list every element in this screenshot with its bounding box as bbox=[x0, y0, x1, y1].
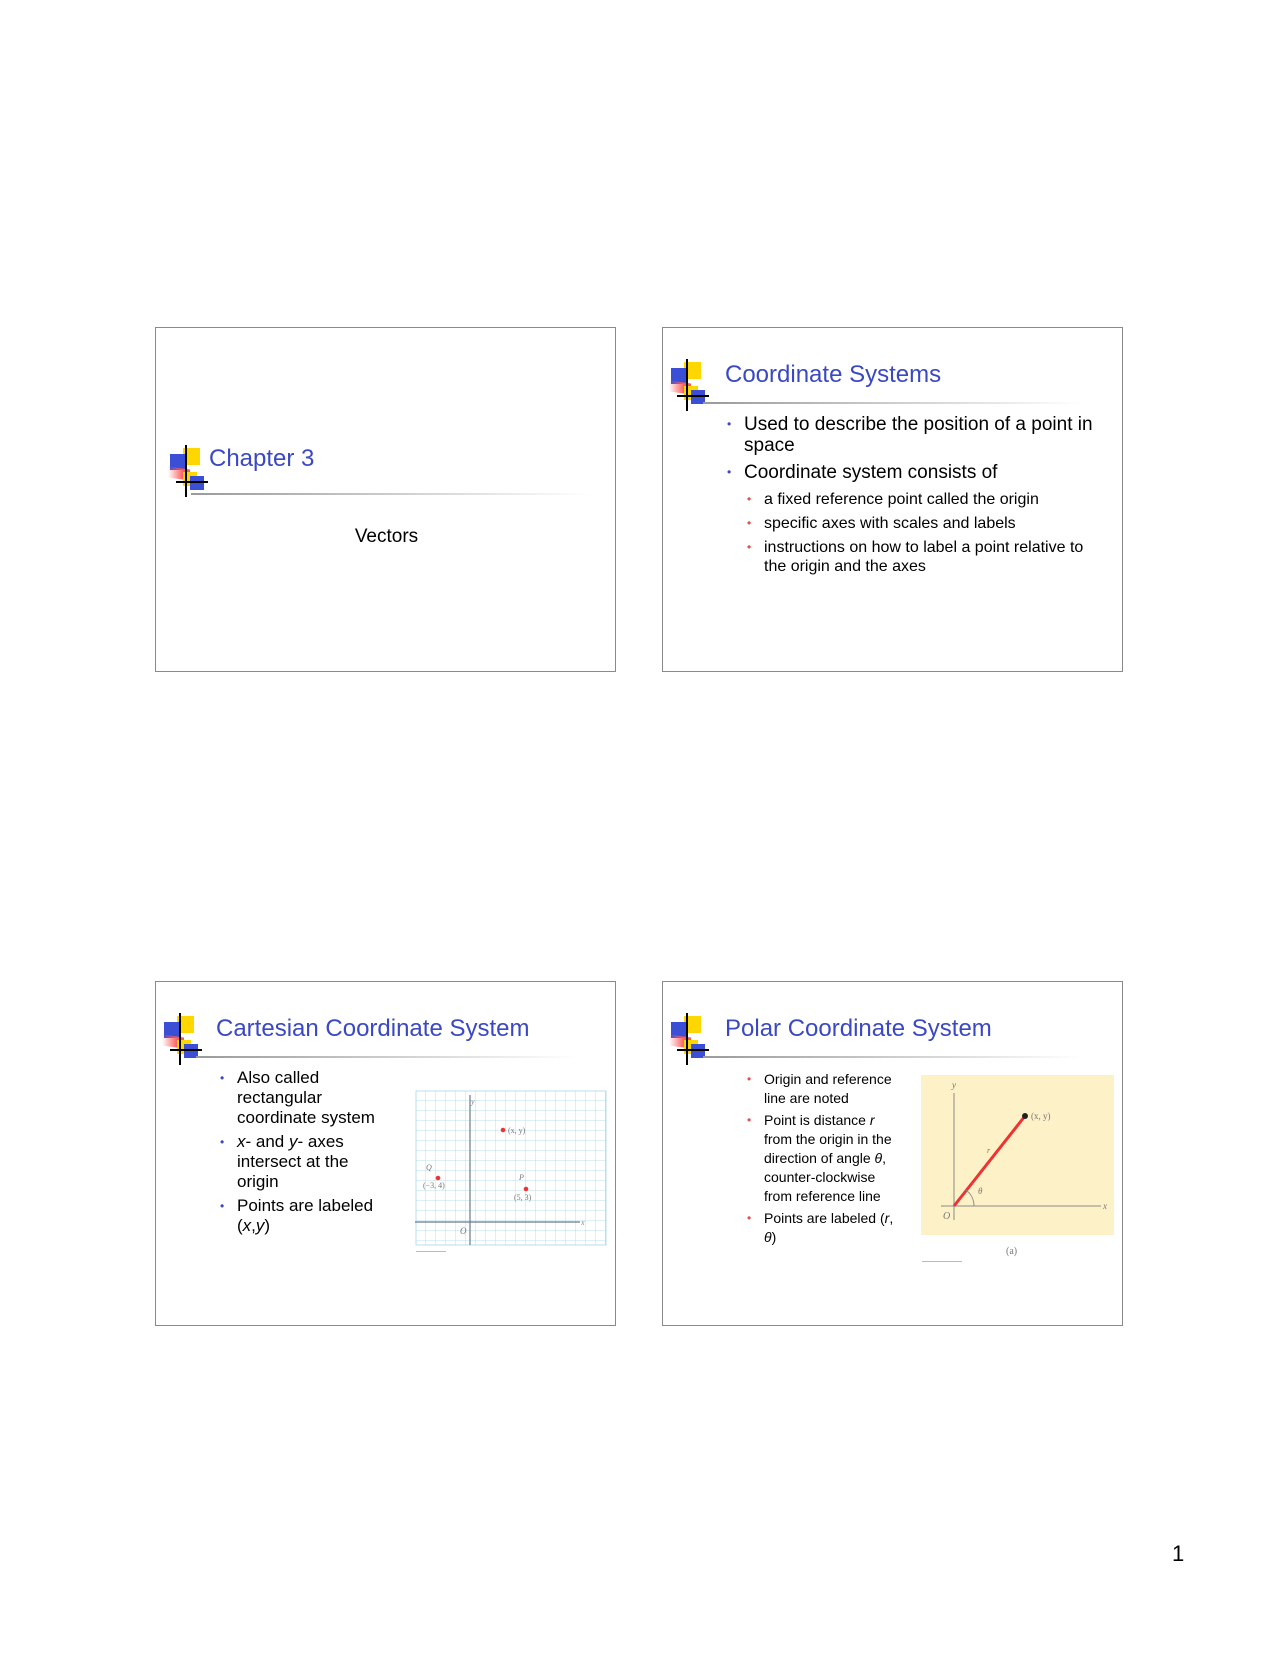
list-item: • Points are labeled (r, θ) bbox=[745, 1209, 905, 1247]
figure-caption: (a) bbox=[1006, 1246, 1018, 1257]
theta-label: θ bbox=[978, 1186, 983, 1196]
slide-cartesian bbox=[155, 981, 616, 1326]
point-xy bbox=[1022, 1113, 1028, 1119]
list-item: • Also called rectangular coordinate system bbox=[218, 1068, 378, 1128]
point-q bbox=[436, 1176, 441, 1181]
copyright-mark bbox=[922, 1261, 962, 1262]
slide-title: Coordinate Systems bbox=[725, 361, 942, 388]
bullet-list bbox=[745, 1070, 905, 1247]
point-xy-label: (x, y) bbox=[508, 1126, 526, 1135]
title-divider bbox=[703, 402, 1083, 404]
point-p-coords: (5, 3) bbox=[514, 1193, 532, 1202]
slide-title: Polar Coordinate System bbox=[725, 1015, 992, 1042]
list-item: • Coordinate system consists of bbox=[725, 462, 1105, 483]
list-item: • Point is distance r from the origin in the direction of angle θ, counter-clockwise from reference line bbox=[745, 1111, 905, 1206]
title-divider bbox=[196, 1056, 576, 1058]
polar-graph bbox=[921, 1075, 1116, 1275]
point-label: (x, y) bbox=[1031, 1111, 1051, 1121]
copyright-mark bbox=[416, 1251, 446, 1252]
title-divider bbox=[191, 493, 591, 495]
point-p-name: P bbox=[519, 1173, 524, 1182]
bullet-list bbox=[725, 414, 1105, 483]
list-item: • Origin and reference line are noted bbox=[745, 1070, 905, 1108]
list-item: • specific axes with scales and labels bbox=[745, 514, 1095, 533]
point-xy bbox=[501, 1128, 506, 1133]
x-axis-label: x bbox=[581, 1218, 585, 1227]
slide-chapter-title bbox=[155, 327, 616, 672]
slide-coordinate-systems bbox=[662, 327, 1123, 672]
x-axis-label: x bbox=[1103, 1201, 1107, 1211]
y-axis-label: y bbox=[952, 1080, 956, 1090]
list-item: • x- and y- axes intersect at the origin bbox=[218, 1132, 378, 1192]
page-number: 1 bbox=[1172, 1541, 1185, 1566]
point-q-name: Q bbox=[426, 1163, 432, 1172]
list-item: • a fixed reference point called the origin bbox=[745, 490, 1095, 509]
origin-label: O bbox=[460, 1226, 467, 1236]
list-item: • Points are labeled (x,y) bbox=[218, 1196, 378, 1236]
slide-subtitle: Vectors bbox=[354, 526, 419, 547]
list-item: • Used to describe the position of a point in space bbox=[725, 414, 1105, 456]
sub-bullet-list bbox=[745, 490, 1095, 576]
point-q-coords: (−3, 4) bbox=[423, 1181, 445, 1190]
slide-logo-icon bbox=[168, 445, 210, 497]
r-label: r bbox=[987, 1146, 991, 1155]
list-item: • instructions on how to label a point relative to the origin and the axes bbox=[745, 538, 1095, 576]
origin-label: O bbox=[943, 1211, 951, 1222]
slide-polar bbox=[662, 981, 1123, 1326]
slide-title: Chapter 3 bbox=[209, 445, 315, 472]
bullet-list bbox=[218, 1068, 378, 1236]
cartesian-graph bbox=[415, 1090, 607, 1256]
y-axis-label: y bbox=[471, 1097, 475, 1106]
slide-title: Cartesian Coordinate System bbox=[216, 1015, 530, 1042]
title-divider bbox=[703, 1056, 1083, 1058]
point-p bbox=[524, 1187, 529, 1192]
